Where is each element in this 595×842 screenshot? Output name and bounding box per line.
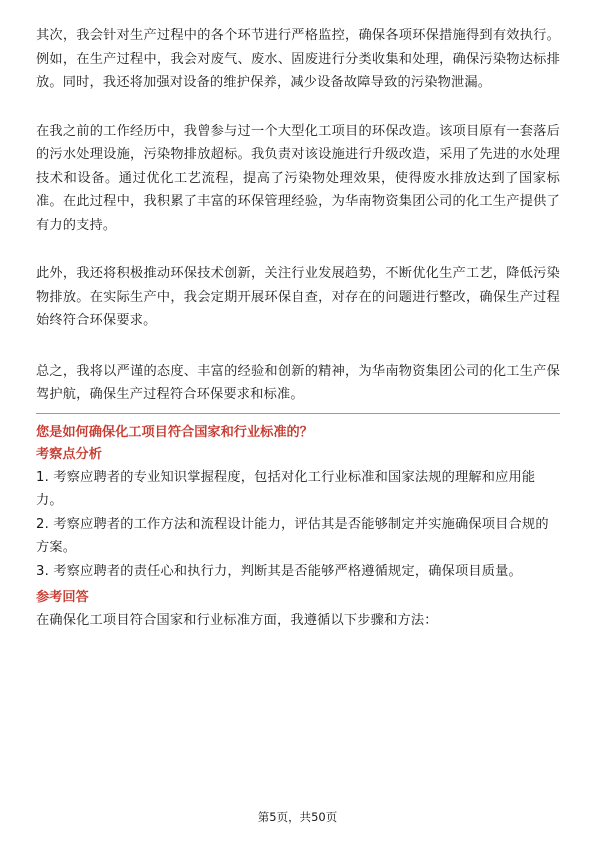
- section-divider: [36, 413, 560, 414]
- paragraph-4: 总之，我将以严谨的态度、丰富的经验和创新的精神，为华南物资集团公司的化工生产保驾护航，确保生产过程符合环保要求和标准。: [36, 363, 560, 402]
- page-footer: 第5页，共50页: [257, 810, 338, 824]
- page-content: [36, 24, 560, 633]
- answer-intro: 在确保化工项目符合国家和行业标准方面，我遵循以下步骤和方法：: [36, 613, 438, 628]
- answer-label: 参考回答: [36, 590, 89, 605]
- question-heading: 您是如何确保化工项目符合国家和行业标准的？: [36, 424, 313, 440]
- paragraph-2: 在我之前的工作经历中，我曾参与过一个大型化工项目的环保改造。该项目原有一套落后的污水处理设施，污染物排放超标。我负责对该设施进行升级改造，采用了先进的水处理技术和设备。通过优化工艺流程，提高了污染物处理效果，使得废水排放达到了国家标准。在此过程中，我积累了丰富的环保管理经验，为华南物资集团公司的化工生产提供了有力的支持。: [36, 123, 560, 233]
- paragraph-3: 此外，我还将积极推动环保技术创新，关注行业发展趋势，不断优化生产工艺，降低污染物排放。在实际生产中，我会定期开展环保自查，对存在的问题进行整改，确保生产过程始终符合环保要求。: [36, 266, 560, 328]
- analysis-item-3: 3. 考察应聘者的责任心和执行力，判断其是否能够严格遵循规定，确保项目质量。: [36, 563, 522, 579]
- analysis-label: 考察点分析: [36, 446, 102, 462]
- paragraph-1: 其次，我会针对生产过程中的各个环节进行严格监控，确保各项环保措施得到有效执行。例如，在生产过程中，我会对废气、废水、固废进行分类收集和处理，确保污染物达标排放。同时，我还将加强对设备的维护保养，减少设备故障导致的污染物泄漏。: [36, 28, 560, 90]
- analysis-item-2: 2. 考察应聘者的工作方法和流程设计能力，评估其是否能够制定并实施确保项目合规的方案。: [36, 516, 549, 555]
- analysis-item-1: 1. 考察应聘者的专业知识掌握程度，包括对化工行业标准和国家法规的理解和应用能力。: [36, 469, 536, 508]
